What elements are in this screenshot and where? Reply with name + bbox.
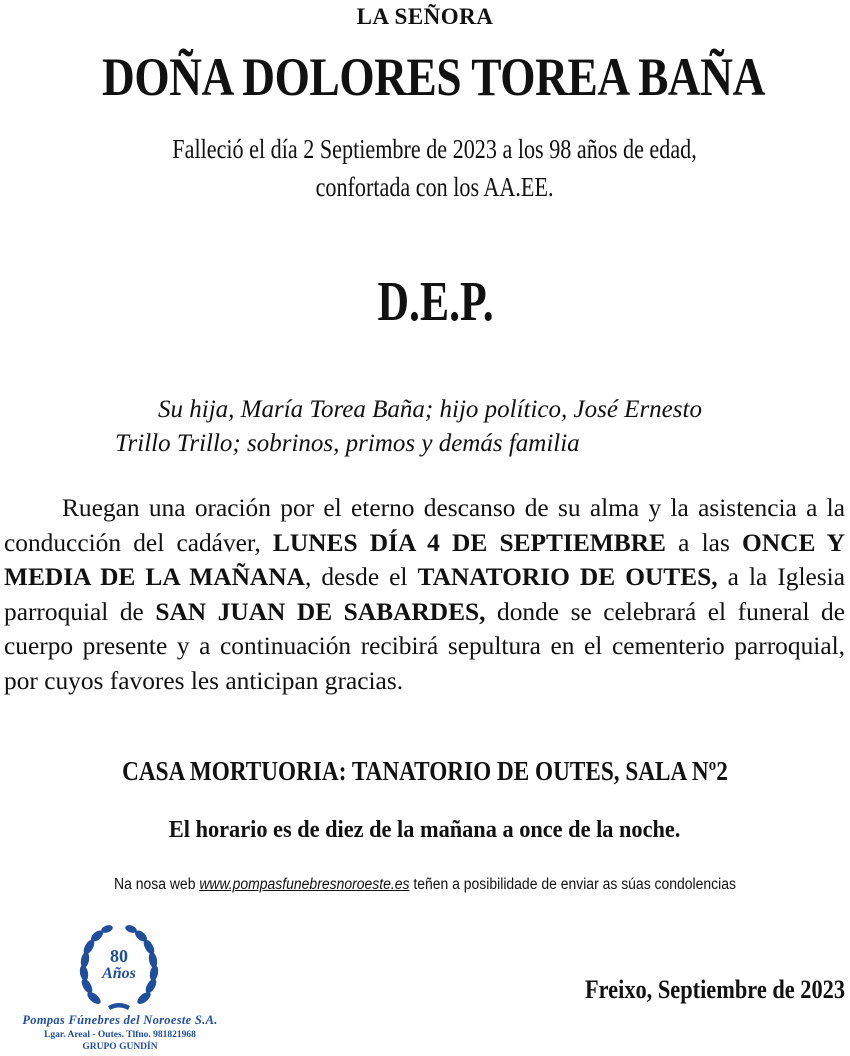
company-logo bbox=[0, 920, 240, 1056]
family-line-1: Su hija, María Torea Baña; hijo político, José Ernesto bbox=[158, 396, 702, 423]
body-date: LUNES DÍA 4 DE SEPTIEMBRE bbox=[272, 528, 666, 557]
heading-la-senora: LA SEÑORA bbox=[356, 4, 494, 29]
deceased-name: DOÑA DOLORES TOREA BAÑA bbox=[102, 47, 765, 107]
place-and-date: Freixo, Septiembre de 2023 bbox=[584, 975, 845, 1004]
body-funeral-home: TANATORIO DE OUTES, bbox=[417, 563, 718, 591]
family-list bbox=[115, 393, 850, 461]
family-line-2: Trillo Trillo; sobrinos, primos y demás familia bbox=[115, 430, 580, 457]
dep-title: D.E.P. bbox=[377, 271, 494, 333]
body-text-3: , desde el bbox=[304, 563, 418, 591]
company-group: GRUPO GUNDÍN bbox=[82, 1042, 158, 1052]
body-text-1: Ruegan una oración por el eterno descanso de su alma y la asistencia a la conducción del cadáver, bbox=[4, 494, 845, 557]
anniversary-number: 80 bbox=[110, 946, 128, 966]
visiting-hours: El horario es de diez de la mañana a once de la noche. bbox=[168, 817, 681, 843]
death-statement bbox=[86, 130, 783, 206]
condolences-web-notice bbox=[43, 876, 808, 894]
body-text-5: donde se celebrará el funeral de cuerpo presente y a continuación recibirá sepultura en el cementerio parroquial, por cuyos favores les anticipan gracias. bbox=[4, 597, 845, 695]
body-text-4: a la Iglesia parroquial de bbox=[4, 563, 845, 626]
anniversary-word: Años bbox=[102, 965, 136, 982]
website-link[interactable]: www.pompasfunebresnoroeste.es bbox=[199, 876, 410, 893]
web-prefix: Na nosa web bbox=[114, 876, 200, 893]
body-time: ONCE Y MEDIA DE LA MAÑANA bbox=[4, 528, 845, 591]
death-line-2: confortada con los AA.EE. bbox=[315, 172, 554, 202]
web-suffix: teñen a posibilidade de enviar as súas condolencias bbox=[409, 876, 736, 893]
mortuary-location: CASA MORTUORIA: TANATORIO DE OUTES, SALA Nº2 bbox=[122, 756, 728, 786]
death-line-1: Falleció el día 2 Septiembre de 2023 a los 98 años de edad, bbox=[172, 134, 697, 164]
body-church: SAN JUAN DE SABARDES, bbox=[155, 597, 486, 626]
body-text-2: a las bbox=[665, 528, 743, 557]
company-address: Lgar. Areal - Outes. Tlfno. 981821968 bbox=[44, 1030, 196, 1040]
funeral-details-paragraph bbox=[4, 491, 845, 698]
company-name: Pompas Fúnebres del Noroeste S.A. bbox=[22, 1013, 218, 1027]
